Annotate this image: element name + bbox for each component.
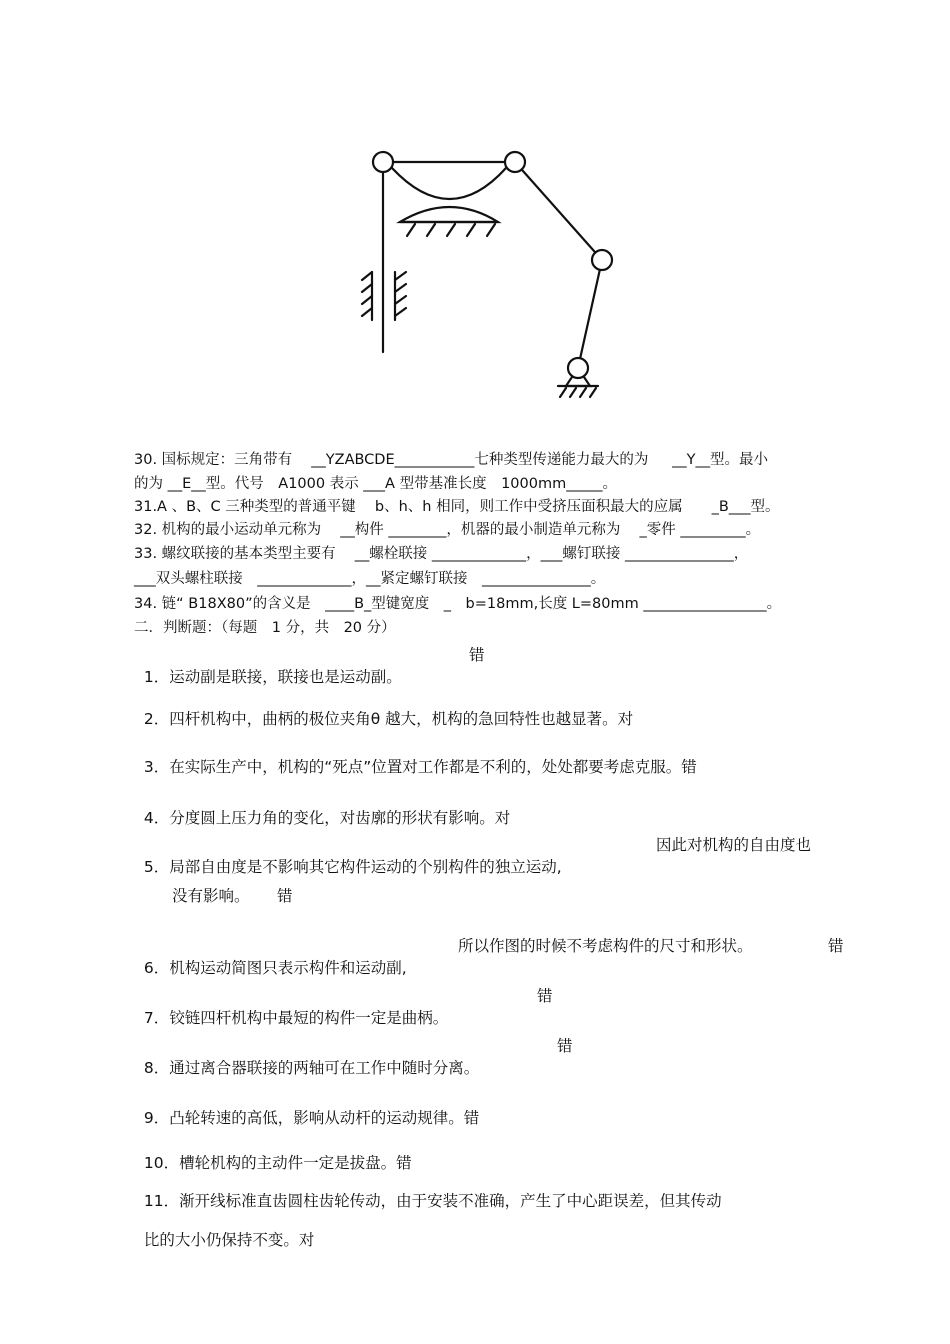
q31: 31.A 、B、C 三种类型的普通平键 b、h、h 相同，则工作中受挤压面积最大的应属 _B___型。 xyxy=(134,499,780,515)
judgment-3 xyxy=(134,734,697,778)
judgment-text: 局部自由度是不影响其它构件运动的个别构件的独立运动, xyxy=(169,858,562,876)
joint-top-right xyxy=(505,152,525,172)
judgment-text: 比的大小仍保持不变。 xyxy=(143,1231,299,1249)
joint-left xyxy=(373,152,393,172)
q33-line1: 33. 螺纹联接的基本类型主要有 __螺栓联接 _____________，___螺钉联接 _______________， xyxy=(134,546,749,562)
judgment-text: 凸轮转速的高低，影响从动杆的运动规律。 xyxy=(169,1109,464,1127)
judgment-answer: 错 xyxy=(681,758,697,776)
judgment-num: 11． xyxy=(143,1192,180,1210)
joint-middle xyxy=(592,250,612,270)
judgment-8 xyxy=(134,1035,479,1079)
judgment-num: 9． xyxy=(143,1109,170,1127)
judgment-text: 铰链四杆机构中最短的构件一定是曲柄。 xyxy=(169,1009,449,1027)
judgment-num: 4． xyxy=(143,809,170,827)
q32: 32. 机构的最小运动单元称为 __构件 ________，机器的最小制造单元称为 _零件 _________。 xyxy=(134,522,761,538)
judgment-text: 槽轮机构的主动件一定是拔盘。 xyxy=(179,1154,397,1172)
judgment-answer: 错 xyxy=(828,937,844,955)
judgment-4 xyxy=(134,785,510,829)
judgment-text: 在实际生产中，机构的“死点”位置对工作都是不利的，处处都要考虑克服。 xyxy=(169,758,682,776)
section-heading: 二．判断题：（每题 1 分，共 20 分） xyxy=(134,620,396,636)
judgment-text: 机构运动简图只表示构件和运动副, xyxy=(169,959,407,977)
coupler-link xyxy=(515,162,602,260)
q30-line1: 30. 国标规定：三角带有 __YZABCDE___________七种类型传递能力最大的为 __Y__型。最小 xyxy=(134,452,768,468)
q30-line2: 的为 __E__型。代号 A1000 表示 ___A 型带基准长度 1000mm_____。 xyxy=(134,476,617,492)
judgment-answer: 错 xyxy=(463,1109,480,1127)
judgment-text: 通过离合器联接的两轴可在工作中随时分离。 xyxy=(169,1059,480,1077)
q33-line2: ___双头螺柱联接 _____________，__紧定螺钉联接 _______________。 xyxy=(134,571,606,587)
judgment-answer: 错 xyxy=(469,646,485,664)
judgment-9 xyxy=(134,1085,479,1129)
judgment-answer: 错 xyxy=(557,1037,573,1055)
judgment-answer: 对 xyxy=(298,1231,315,1249)
q34: 34. 链“ B18X80”的含义是 ____B_型键宽度 _ b=18mm,长度 L=80mm _________________。 xyxy=(134,596,782,612)
cam-body xyxy=(400,207,498,222)
judgment-7 xyxy=(134,985,448,1029)
judgment-5 xyxy=(134,834,562,878)
judgment-num: 6． xyxy=(143,959,170,977)
judgment-6 xyxy=(134,935,407,979)
judgment-num: 3． xyxy=(143,758,170,776)
curved-follower xyxy=(392,168,506,199)
judgment-answer: 错 xyxy=(537,987,553,1005)
judgment-11-line2 xyxy=(134,1207,314,1251)
judgment-text: 四杆机构中，曲柄的极位夹角θ 越大，机构的急回特性也越显著。 xyxy=(169,710,618,728)
judgment-text: 运动副是联接，联接也是运动副。 xyxy=(169,668,402,686)
judgment-num: 8． xyxy=(143,1059,170,1077)
judgment-text: 分度圆上压力角的变化，对齿廓的形状有影响。 xyxy=(169,809,495,827)
joint-bottom xyxy=(568,358,588,378)
judgment-num: 5． xyxy=(143,858,170,876)
judgment-5-line2: 没有影响。 xyxy=(172,887,250,905)
judgment-text: 渐开线标准直齿圆柱齿轮传动，由于安装不准确，产生了中心距误差，但其传动 xyxy=(179,1192,722,1210)
judgment-answer: 错 xyxy=(277,887,293,905)
judgment-answer: 对 xyxy=(617,710,634,728)
judgment-5-cont: 因此对机构的自由度也 xyxy=(656,836,812,854)
judgment-answer: 对 xyxy=(494,809,511,827)
crank-link xyxy=(578,260,602,368)
judgment-num: 2． xyxy=(143,710,170,728)
mechanism-diagram xyxy=(340,140,640,410)
judgment-2 xyxy=(134,686,633,730)
judgment-11 xyxy=(134,1168,722,1212)
judgment-num: 1． xyxy=(143,668,170,686)
judgment-6-cont: 所以作图的时候不考虑构件的尺寸和形状。 xyxy=(458,937,753,955)
judgment-answer: 错 xyxy=(396,1154,412,1172)
judgment-1 xyxy=(134,644,402,688)
judgment-num: 7． xyxy=(143,1009,170,1027)
judgment-num: 10． xyxy=(143,1154,180,1172)
